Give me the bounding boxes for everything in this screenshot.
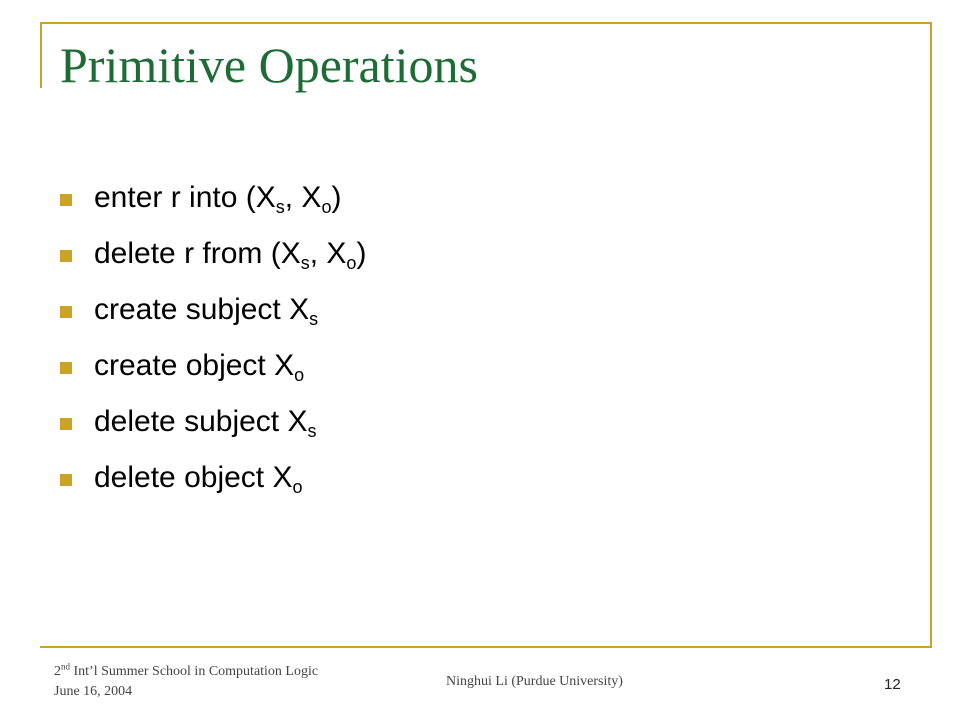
bullet-text: delete subject $X_s$ bbox=[94, 405, 317, 441]
footer-author: Ninghui Li (Purdue University) bbox=[446, 674, 623, 689]
bullet-item bbox=[60, 452, 366, 508]
bullet-item bbox=[60, 172, 366, 228]
bullet-text: delete object $X_o$ bbox=[94, 461, 303, 497]
square-bullet-icon bbox=[60, 194, 72, 206]
footer-school: 2nd Int’l Summer School in Computation Logic bbox=[54, 661, 319, 679]
slide-title: Primitive Operations bbox=[60, 37, 478, 93]
footer-date: June 16, 2004 bbox=[54, 684, 133, 699]
bullet-item bbox=[60, 396, 366, 452]
bullet-text: create subject $X_s$ bbox=[94, 293, 319, 329]
bullet-item bbox=[60, 228, 366, 284]
top-rule bbox=[40, 22, 932, 24]
square-bullet-icon bbox=[60, 418, 72, 430]
left-rule bbox=[40, 22, 42, 88]
bullet-text: delete r from ($X_s$, $X_o$) bbox=[94, 237, 367, 273]
bullet-text: enter r into ($X_s$, $X_o$) bbox=[94, 181, 342, 217]
square-bullet-icon bbox=[60, 474, 72, 486]
footer-event bbox=[54, 662, 318, 702]
bullet-item bbox=[60, 340, 366, 396]
bottom-rule bbox=[40, 646, 932, 648]
right-rule bbox=[930, 22, 932, 648]
page-number: 12 bbox=[884, 676, 901, 693]
bullet-item bbox=[60, 284, 366, 340]
bullet-list bbox=[60, 172, 366, 508]
square-bullet-icon bbox=[60, 306, 72, 318]
square-bullet-icon bbox=[60, 362, 72, 374]
bullet-text: create object $X_o$ bbox=[94, 349, 305, 385]
square-bullet-icon bbox=[60, 250, 72, 262]
